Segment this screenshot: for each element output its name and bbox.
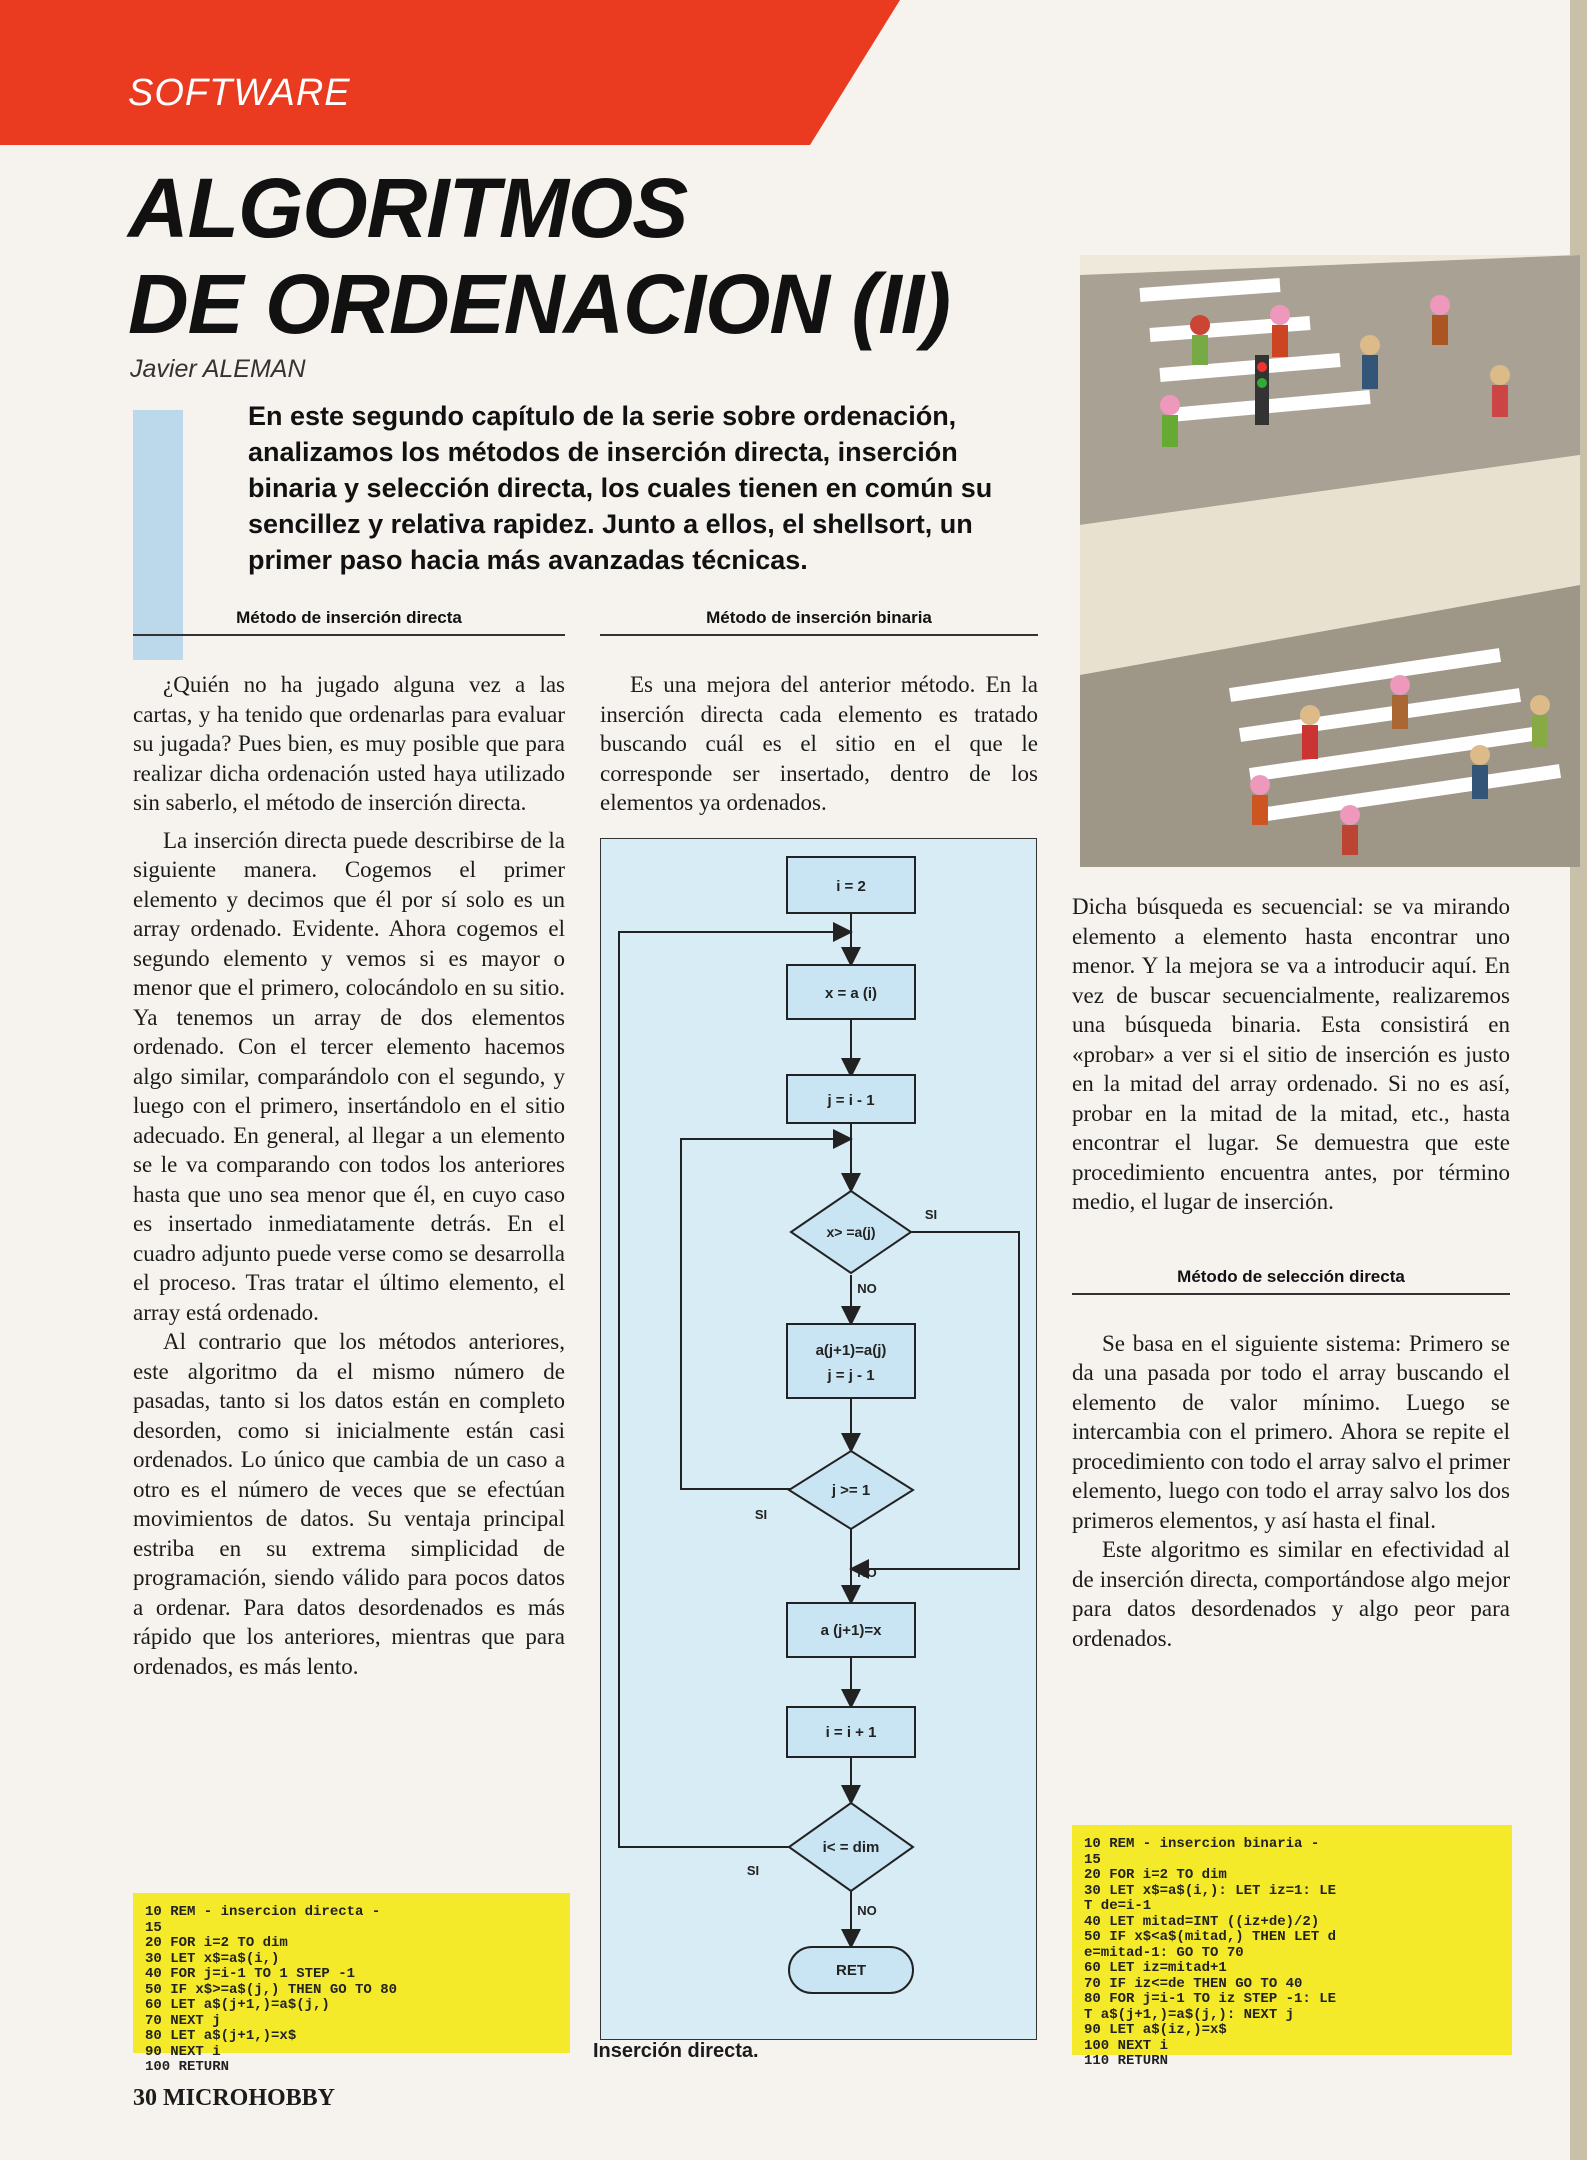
flow-branch-label: NO [857, 1281, 877, 1296]
flow-label: x = a (i) [824, 985, 878, 1002]
col3-paragraph: Dicha búsqueda es secuencial: se va mirando elemento a elemento hasta encontrar uno menor. Y la mejora se va a introducir aquí. En vez de buscar secuencialmente, realizaremos una búsqueda binaria. Esta consistirá en «probar» a ver si el sitio de inserción es justo en la mitad del array ordenado. Si no es así, probar en la mitad de la mitad, etc., hasta encontrar el lugar. Se demuestra que este procedimiento encuentra antes, por término medio, el lugar de inserción. [1072, 894, 1510, 1214]
title-line-1: ALGORITMOS [128, 161, 688, 255]
col3-paragraph: Este algoritmo es similar en efectividad al de inserción directa, comportándose algo mejor para datos desordenados y algo peor para ordenados. [1072, 1537, 1510, 1651]
flow-label: RET [836, 1962, 866, 1979]
flow-label: a(j+1)=a(j) [815, 1342, 887, 1359]
col1-paragraph: ¿Quién no ha jugado alguna vez a las cartas, y ha tenido que ordenarlas para evaluar su jugada? Pues bien, es muy posible que para realizar dicha ordenación usted haya utilizado sin saberlo, el método de inserción directa. [133, 672, 565, 815]
flow-branch-label: NO [857, 1903, 877, 1918]
flow-label: i< = dim [822, 1839, 880, 1856]
heading-insercion-binaria: Método de inserción binaria [600, 608, 1038, 636]
article-title [128, 160, 950, 352]
column-1 [133, 608, 565, 1681]
lead-paragraph: En este segundo capítulo de la serie sobre ordenación, analizamos los métodos de inserción directa, inserción binaria y selección directa, los cuales tienen en común su sencillez y relativa rapidez. Junto a ellos, el shellsort, un primer paso hacia más avanzadas técnicas. [248, 401, 993, 575]
flow-label: x> =a(j) [826, 1224, 876, 1240]
flow-branch-label: NO [857, 1565, 877, 1580]
heading-seleccion-directa: Método de selección directa [1072, 1267, 1510, 1295]
crosswalk-illustration [1080, 255, 1580, 867]
col1-body [133, 670, 565, 1681]
page-footer: 30 MICROHOBBY [133, 2085, 336, 2111]
column-3 [1072, 892, 1510, 1653]
flow-label: a (j+1)=x [820, 1622, 882, 1639]
section-label: SOFTWARE [128, 72, 351, 114]
flow-label: j = i - 1 [827, 1092, 875, 1109]
flow-label: i = i + 1 [825, 1724, 877, 1741]
author: Javier ALEMAN [130, 355, 306, 383]
flowchart-caption: Inserción directa. [593, 2040, 759, 2062]
flow-branch-label: SI [746, 1863, 760, 1878]
flow-label: i = 2 [836, 878, 866, 895]
flow-branch-label: SI [924, 1207, 938, 1222]
flow-label: j = j - 1 [827, 1367, 875, 1384]
col1-paragraph: La inserción directa puede describirse de la siguiente manera. Cogemos el primer elemento y decimos que él por sí solo es un array ordenado. Evidente. Ahora cogemos el segundo elemento y vemos si es mayor o menor que el primero, colocándolo en su sitio. Ya tenemos un array de dos elementos ordenado. Con el tercer elemento hacemos algo similar, comparándolo con el segundo, y luego con el primero, insertándolo en el sitio adecuado. En general, al llegar a un elemento se le va comparando con todos los anteriores hasta que uno sea menor que él, en cuyo caso es insertado inmediatamente detrás. En el cuadro adjunto puede verse como se desarrolla el proceso. Tras tratar el último elemento, el array está ordenado. [133, 827, 565, 1325]
flowchart [600, 838, 1037, 2040]
column-2 [600, 608, 1038, 818]
code-insercion-directa: 10 REM - insercion directa - 15 20 FOR i=2 TO dim 30 LET x$=a$(i,) 40 FOR j=i-1 TO 1 STEP -1 50 IF x$>=a$(j,) THEN GO TO 80 60 LET a$(j+1,)=a$(j,) 70 NEXT j 80 LET a$(j+1,)=x$ 90 NEXT i 100 RETURN [133, 1893, 570, 2053]
col3-body-2 [1072, 1329, 1510, 1654]
code-insercion-binaria: 10 REM - insercion binaria - 15 20 FOR i=2 TO dim 30 LET x$=a$(i,): LET iz=1: LE T de=i-1 40 LET mitad=INT ((iz+de)/2) 50 IF x$<a$(mitad,) THEN LET d e=mitad-1: GO TO 70 60 LET iz=mitad+1 70 IF iz<=de THEN GO TO 40 80 FOR j=i-1 TO iz STEP -1: LE T a$(j+1,)=a$(j,): NEXT j 90 LET a$(iz,)=x$ 100 NEXT i 110 RETURN [1072, 1825, 1512, 2055]
flow-label: j >= 1 [831, 1482, 871, 1499]
flow-branch-label: SI [754, 1507, 768, 1522]
col2-body [600, 670, 1038, 818]
col1-paragraph: Al contrario que los métodos anteriores, este algoritmo da el mismo número de pasadas, tanto si los datos están en completo desorden, como si inicialmente están casi ordenados. Lo único que cambia de un caso a otro es el número de veces que se efectúan movimientos de datos. Su ventaja principal estriba en su extrema simplicidad de programación, siendo válido para pocos datos a ordenar. Para datos desordenados es más rápido que los anteriores, mientras que para ordenados, es más lento. [133, 1329, 565, 1679]
heading-insercion-directa: Método de inserción directa [133, 608, 565, 636]
flow-box [787, 1324, 915, 1398]
col3-paragraph: Se basa en el siguiente sistema: Primero se da una pasada por todo el array buscando el elemento de valor mínimo. Luego se intercambia con el primero. Ahora se repite el procedimiento con todo el array salvo el primer elemento, luego con todo el array salvo los dos primeros elementos, y así hasta el final. [1072, 1330, 1510, 1533]
col2-paragraph: Es una mejora del anterior método. En la inserción directa cada elemento es tratado buscando cuál es el sitio en el que le corresponde ser insertado, dentro de los elementos ya ordenados. [600, 672, 1038, 815]
title-line-2: DE ORDENACION (II) [128, 257, 950, 351]
col3-body [1072, 892, 1510, 1217]
